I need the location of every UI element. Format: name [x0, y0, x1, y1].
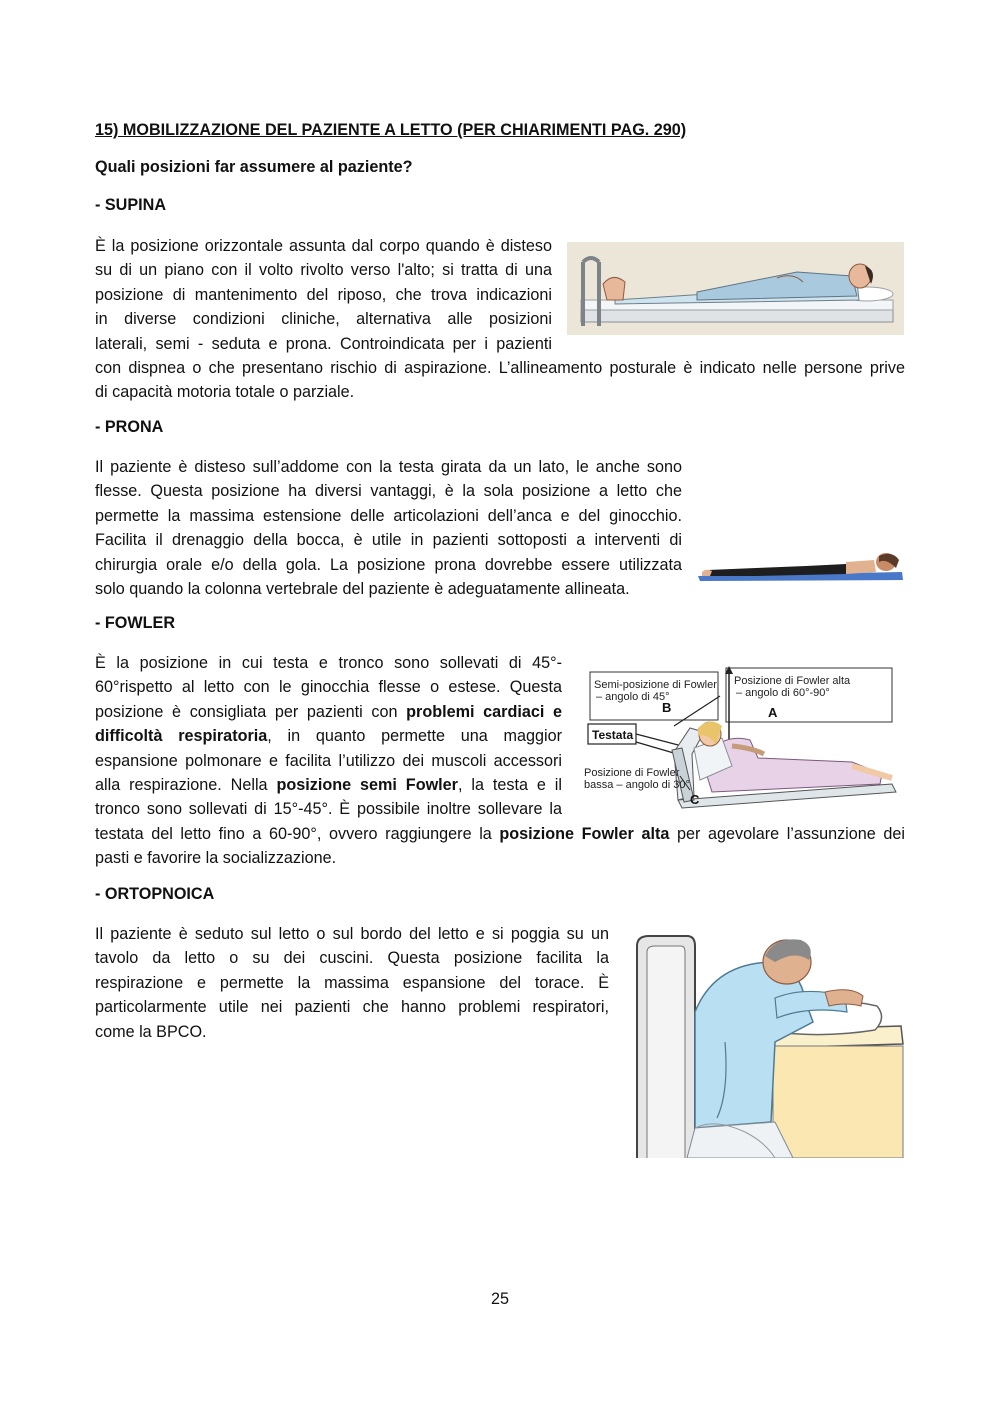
fowler-bassa-label-1: Posizione di Fowler	[584, 767, 680, 779]
heading-fowler: - FOWLER	[95, 614, 176, 632]
label-b: B	[662, 700, 672, 715]
fowler-alta-label-1: Posizione di Fowler alta	[734, 675, 851, 687]
paragraph-prona	[95, 455, 682, 601]
paragraph-supina-wrapped	[95, 234, 552, 356]
text-line: testata del letto fino a 60-90°, ovvero raggiungere la posizione Fowler alta per agevolare l’assunzione dei	[95, 825, 906, 843]
text-line: solo quando la colonna vertebrale del paziente è adeguatamente allineata.	[95, 580, 630, 599]
semi-fowler-label-2: – angolo di 45°	[596, 691, 670, 703]
text-line: espansione polmonare e facilita l’utilizzo dei muscoli accessori	[95, 751, 562, 770]
text-line: laterali, semi - seduta e prona. Controindicata per i pazienti	[95, 334, 552, 353]
text-line: Il paziente è seduto sul letto o sul bordo del letto e si poggia su un	[95, 925, 609, 943]
section-title: 15) MOBILIZZAZIONE DEL PAZIENTE A LETTO (PER CHIARIMENTI PAG. 290)	[95, 121, 687, 139]
text-line: tavolo da letto o su dei cuscini. Questa posizione facilita la	[95, 949, 609, 968]
text-line: È la posizione orizzontale assunta dal corpo quando è disteso	[95, 237, 552, 255]
heading-ortopnoica: - ORTOPNOICA	[95, 885, 215, 903]
text-line: pasti e favorire la socializzazione.	[95, 849, 337, 868]
text-line: in diverse condizioni cliniche, alternativa alle posizioni	[95, 310, 552, 329]
supine-position-illustration	[567, 242, 904, 335]
semi-fowler-label-1: Semi-posizione di Fowler	[594, 679, 717, 691]
paragraph-supina-full	[95, 356, 905, 405]
text-line: posizione di mantenimento del riposo, che trova indicazioni	[95, 285, 552, 304]
page-number: 25	[490, 1290, 509, 1308]
fowler-alta-label-2: – angolo di 60°-90°	[736, 687, 830, 699]
paragraph-ortopnoica	[95, 922, 609, 1044]
fowler-positions-diagram	[582, 662, 900, 810]
text-line: chirurgia orale e/o della gola. La posizione prona dovrebbe essere utilizzata	[95, 555, 682, 574]
text-line: con dispnea o che presentano rischio di aspirazione. L’allineamento posturale è indicato nelle persone prive	[95, 359, 905, 377]
heading-prona: - PRONA	[95, 418, 164, 436]
text-line: flesse. Questa posizione ha diversi vantaggi, è la sola posizione a letto che	[95, 482, 682, 501]
text-line: 60°rispetto al letto con le ginocchia flesse o estese. Questa	[95, 678, 562, 697]
text-line: È la posizione in cui testa e tronco sono sollevati di 45°-	[95, 654, 562, 672]
text-line: posizione è consigliata per pazienti con problemi cardiaci e	[95, 702, 562, 721]
orthopneic-position-illustration	[625, 922, 905, 1158]
text-line: respirazione e permette la massima espansione del torace. È	[95, 973, 609, 992]
text-line: Il paziente è disteso sull’addome con la testa girata da un lato, le anche sono	[95, 458, 682, 476]
text-line: su di un piano con il volto rivolto verso l'alto; si tratta di una	[95, 261, 552, 280]
paragraph-fowler-full	[95, 822, 905, 871]
text-line: come la BPCO.	[95, 1022, 207, 1041]
heading-supina: - SUPINA	[95, 196, 167, 214]
label-c: C	[690, 792, 700, 807]
text-line: permette la massima estensione delle articolazioni dell’anca e del ginocchio.	[95, 506, 682, 525]
fowler-bassa-label-2: bassa – angolo di 30°	[584, 779, 690, 791]
text-line: difficoltà respiratoria, in quanto permette una maggior	[95, 727, 563, 746]
question-heading: Quali posizioni far assumere al paziente?	[95, 158, 413, 176]
text-line: particolarmente utile nei pazienti che hanno problemi respiratori,	[95, 998, 609, 1017]
text-line: tronco sono sollevati di 15°-45°. È possibile inoltre sollevare la	[95, 800, 562, 819]
paragraph-fowler-wrapped	[95, 651, 562, 822]
text-line: Facilita il drenaggio della bocca, è utile in pazienti sottoposti a interventi di	[95, 531, 682, 550]
text-line: alla respirazione. Nella posizione semi Fowler, la testa e il	[95, 776, 562, 795]
label-a: A	[768, 705, 778, 720]
text-line: di capacità motoria totale o parziale.	[95, 383, 355, 402]
prone-position-illustration	[696, 546, 905, 584]
testata-label: Testata	[592, 728, 634, 742]
